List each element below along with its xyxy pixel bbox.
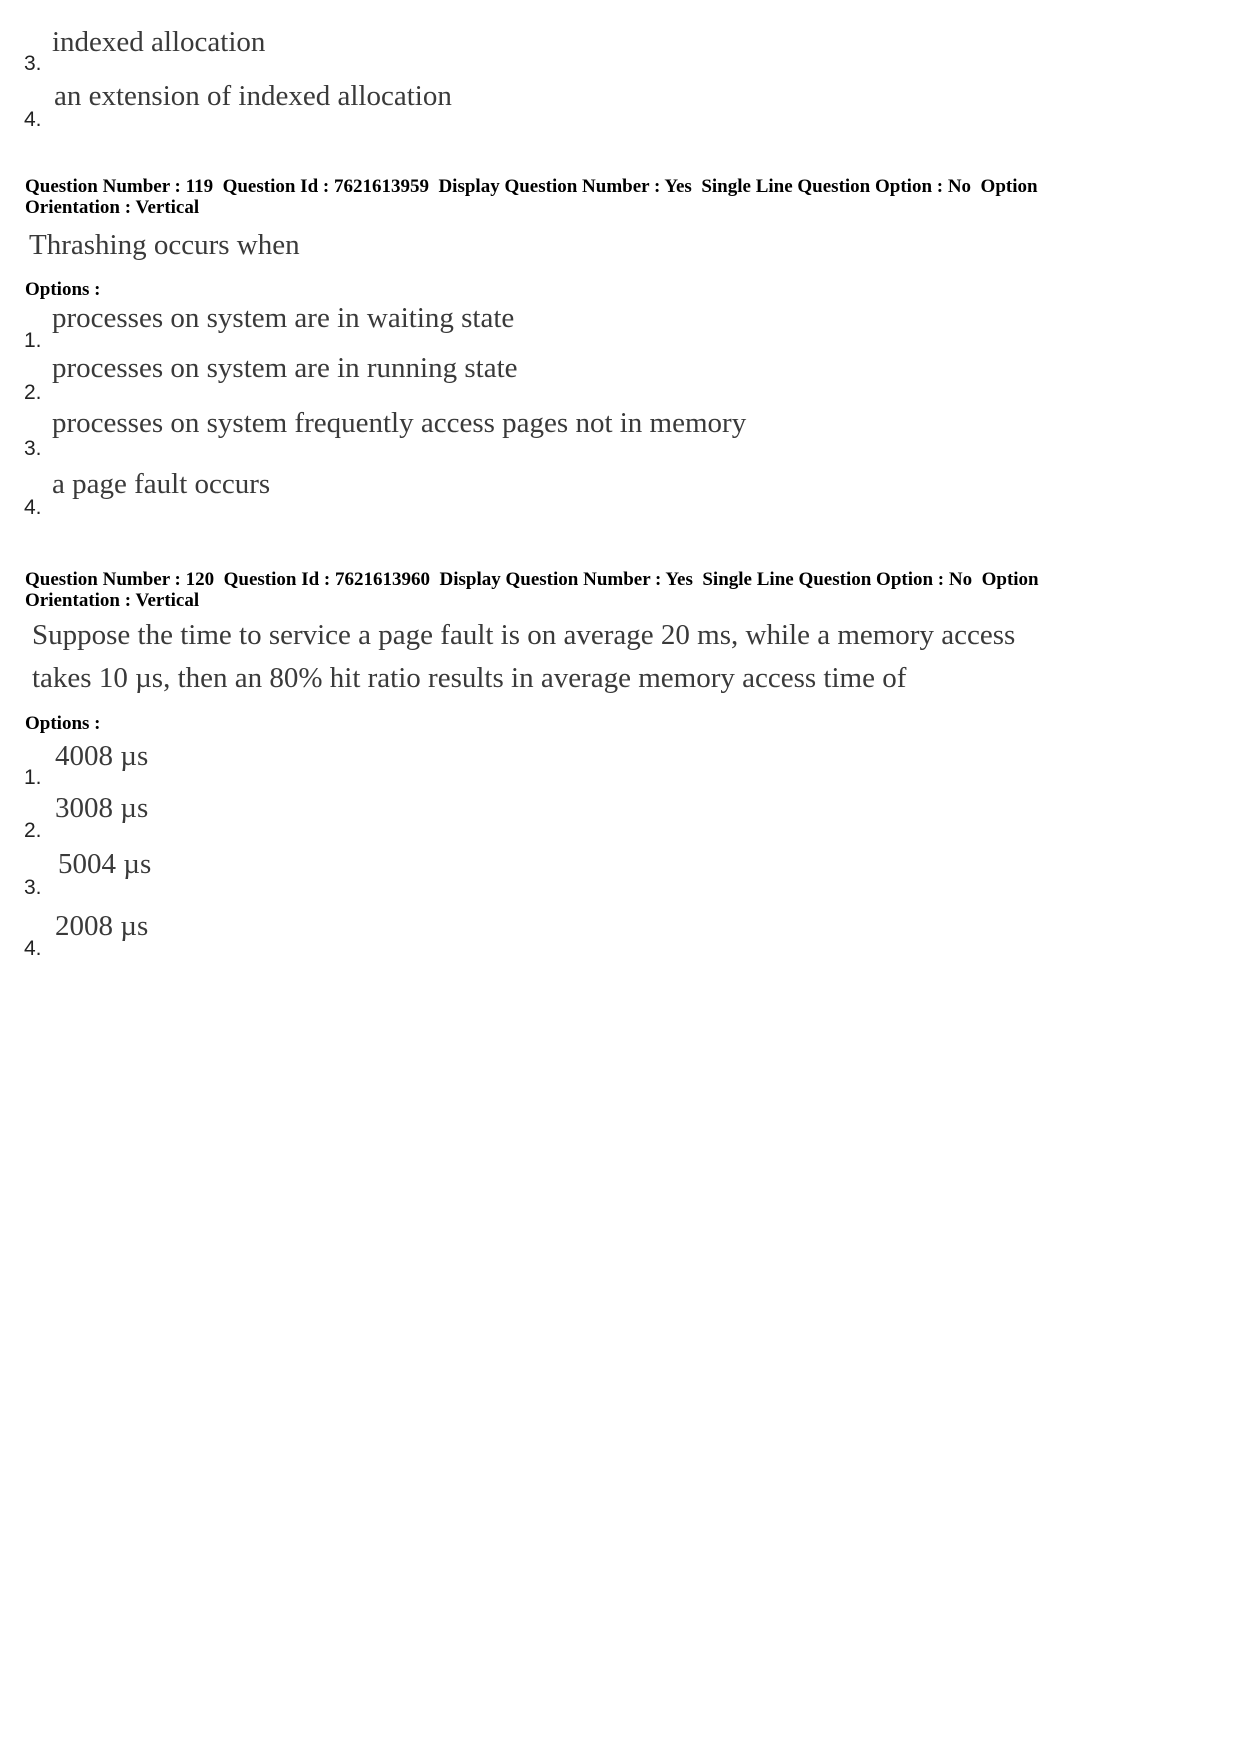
question-header [25,176,1215,218]
question-meta-line: Orientation : Vertical [25,590,200,611]
option-row[interactable] [24,26,1024,78]
question-meta-line: Question Number : 119 Question Id : 7621613959 Display Question Number : Yes Single Line Question Option : No Option [25,176,1038,197]
option-text: processes on system are in running state [52,352,518,384]
option-number: 3. [24,876,42,899]
option-row[interactable] [24,740,1024,793]
option-text: 5004 µs [58,848,152,880]
question-header [25,569,1215,611]
question-meta-line: Orientation : Vertical [25,197,200,218]
option-text: an extension of indexed allocation [54,80,452,112]
option-number: 1. [24,329,42,352]
option-text: a page fault occurs [52,468,271,500]
question-meta-line: Question Number : 120 Question Id : 7621613960 Display Question Number : Yes Single Line Question Option : No Option [25,569,1039,590]
option-number: 4. [24,108,42,131]
option-row[interactable] [24,80,1024,134]
question-text-line: Suppose the time to service a page fault is on average 20 ms, while a memory access [32,619,1016,651]
option-row[interactable] [24,468,1024,522]
option-row[interactable] [24,848,1024,900]
option-text: indexed allocation [52,26,266,58]
option-row[interactable] [24,792,1024,845]
option-number: 1. [24,766,42,789]
option-number: 4. [24,496,42,519]
option-text: 3008 µs [55,792,149,824]
question-text [32,614,1015,700]
option-number: 2. [24,819,42,842]
option-text: 4008 µs [55,740,149,772]
option-text: 2008 µs [55,910,149,942]
option-row[interactable] [24,910,1024,962]
options-label: Options : [25,279,101,300]
option-row[interactable] [24,352,1024,408]
option-text: processes on system are in waiting state [52,302,515,334]
options-label: Options : [25,713,101,734]
option-row[interactable] [24,407,1024,461]
option-number: 2. [24,381,42,404]
question-text: Thrashing occurs when [29,229,300,261]
option-row[interactable] [24,302,1024,356]
option-number: 3. [24,52,42,75]
option-number: 4. [24,937,42,960]
question-text-line: takes 10 µs, then an 80% hit ratio results in average memory access time of [32,662,907,694]
option-number: 3. [24,437,42,460]
option-text: processes on system frequently access pages not in memory [52,407,747,439]
